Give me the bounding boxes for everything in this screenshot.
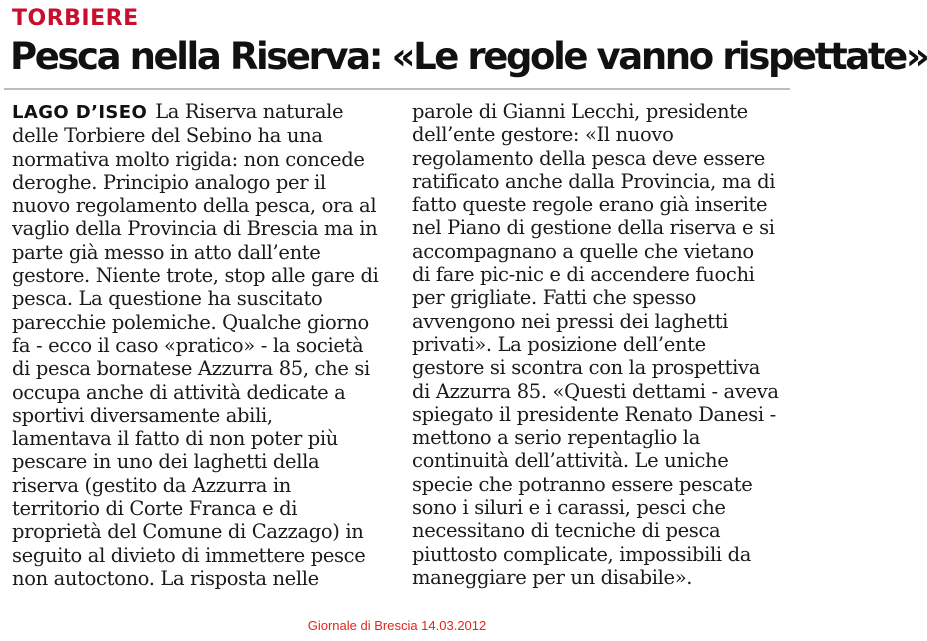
column-line: territorio di Corte Franca e di [12, 497, 298, 521]
article-column-1 [12, 100, 397, 590]
column-line: deroghe. Principio analogo per il [12, 170, 326, 194]
column-line: per grigliate. Fatti che spesso [412, 286, 697, 310]
column-line: proprietà del Comune di Cazzago) in [12, 520, 364, 544]
column-line: lamentava il fatto di non poter più [12, 427, 339, 451]
column-line: gestore. Niente trote, stop alle gare di [12, 264, 379, 288]
column-line: delle Torbiere del Sebino ha una [12, 124, 323, 148]
column-line: parecchie polemiche. Qualche giorno [12, 310, 369, 334]
article-column-2 [412, 100, 790, 589]
article-headline: Pesca nella Riserva: «Le regole vanno rispettate» [10, 35, 927, 78]
headline-divider [4, 88, 790, 90]
column-line: gestore si scontra con la prospettiva [412, 356, 760, 380]
column-line: parte già messo in atto dall’ente [12, 240, 321, 264]
column-line: specie che potranno essere pescate [412, 472, 753, 496]
column-line: regolamento della pesca deve essere [412, 146, 765, 170]
column-line: non autoctono. La risposta nelle [12, 566, 319, 590]
column-line: avvengono nei pressi dei laghetti [412, 309, 729, 333]
column-line: LAGO D’ISEO La Riserva naturale [12, 100, 344, 123]
column-line: piuttosto complicate, impossibili da [412, 542, 752, 566]
column-line: dell’ente gestore: «Il nuovo [412, 123, 674, 147]
column-line: di fare pic-nic e di accendere fuochi [412, 263, 755, 287]
section-kicker: TORBIERE [12, 6, 139, 31]
column-line: ratificato anche dalla Provincia, ma di [412, 169, 776, 193]
column-line: nel Piano di gestione della riserva e si [412, 216, 775, 240]
column-line: sono i siluri e i carassi, pesci che [412, 496, 726, 520]
column-line: maneggiare per un disabile». [412, 565, 693, 589]
dateline: LAGO D’ISEO [12, 102, 148, 123]
column-line: pescare in uno dei laghetti della [12, 450, 320, 474]
column-line: di Azzurra 85. «Questi dettami - aveva [412, 379, 779, 403]
column-line: occupa anche di attività dedicate a [12, 380, 346, 404]
column-line: riserva (gestito da Azzurra in [12, 473, 292, 497]
column-line: accompagnano a quelle che vietano [412, 239, 754, 263]
column-line: nuovo regolamento della pesca, ora al [12, 194, 377, 218]
column-line: spiegato il presidente Renato Danesi - [412, 402, 776, 426]
column-line: fatto queste regole erano già inserite [412, 193, 768, 217]
column-line: di pesca bornatese Azzurra 85, che si [12, 357, 370, 381]
column-line: parole di Gianni Lecchi, presidente [412, 100, 748, 123]
column-line: normativa molto rigida: non concede [12, 147, 365, 171]
column-line: pesca. La questione ha suscitato [12, 287, 323, 311]
column-line: continuità dell’attività. Le uniche [412, 449, 729, 473]
column-line: seguito al divieto di immettere pesce [12, 543, 366, 567]
column-line: necessitano di tecniche di pesca [412, 519, 721, 543]
column-line: sportivi diversamente abili, [12, 403, 273, 427]
source-credit: Giornale di Brescia 14.03.2012 [307, 618, 487, 633]
column-line: mettono a serio repentaglio la [412, 426, 700, 450]
column-line: vaglio della Provincia di Brescia ma in [12, 217, 378, 241]
column-line: privati». La posizione dell’ente [412, 332, 706, 356]
column-line: fa - ecco il caso «pratico» - la società [12, 333, 364, 357]
